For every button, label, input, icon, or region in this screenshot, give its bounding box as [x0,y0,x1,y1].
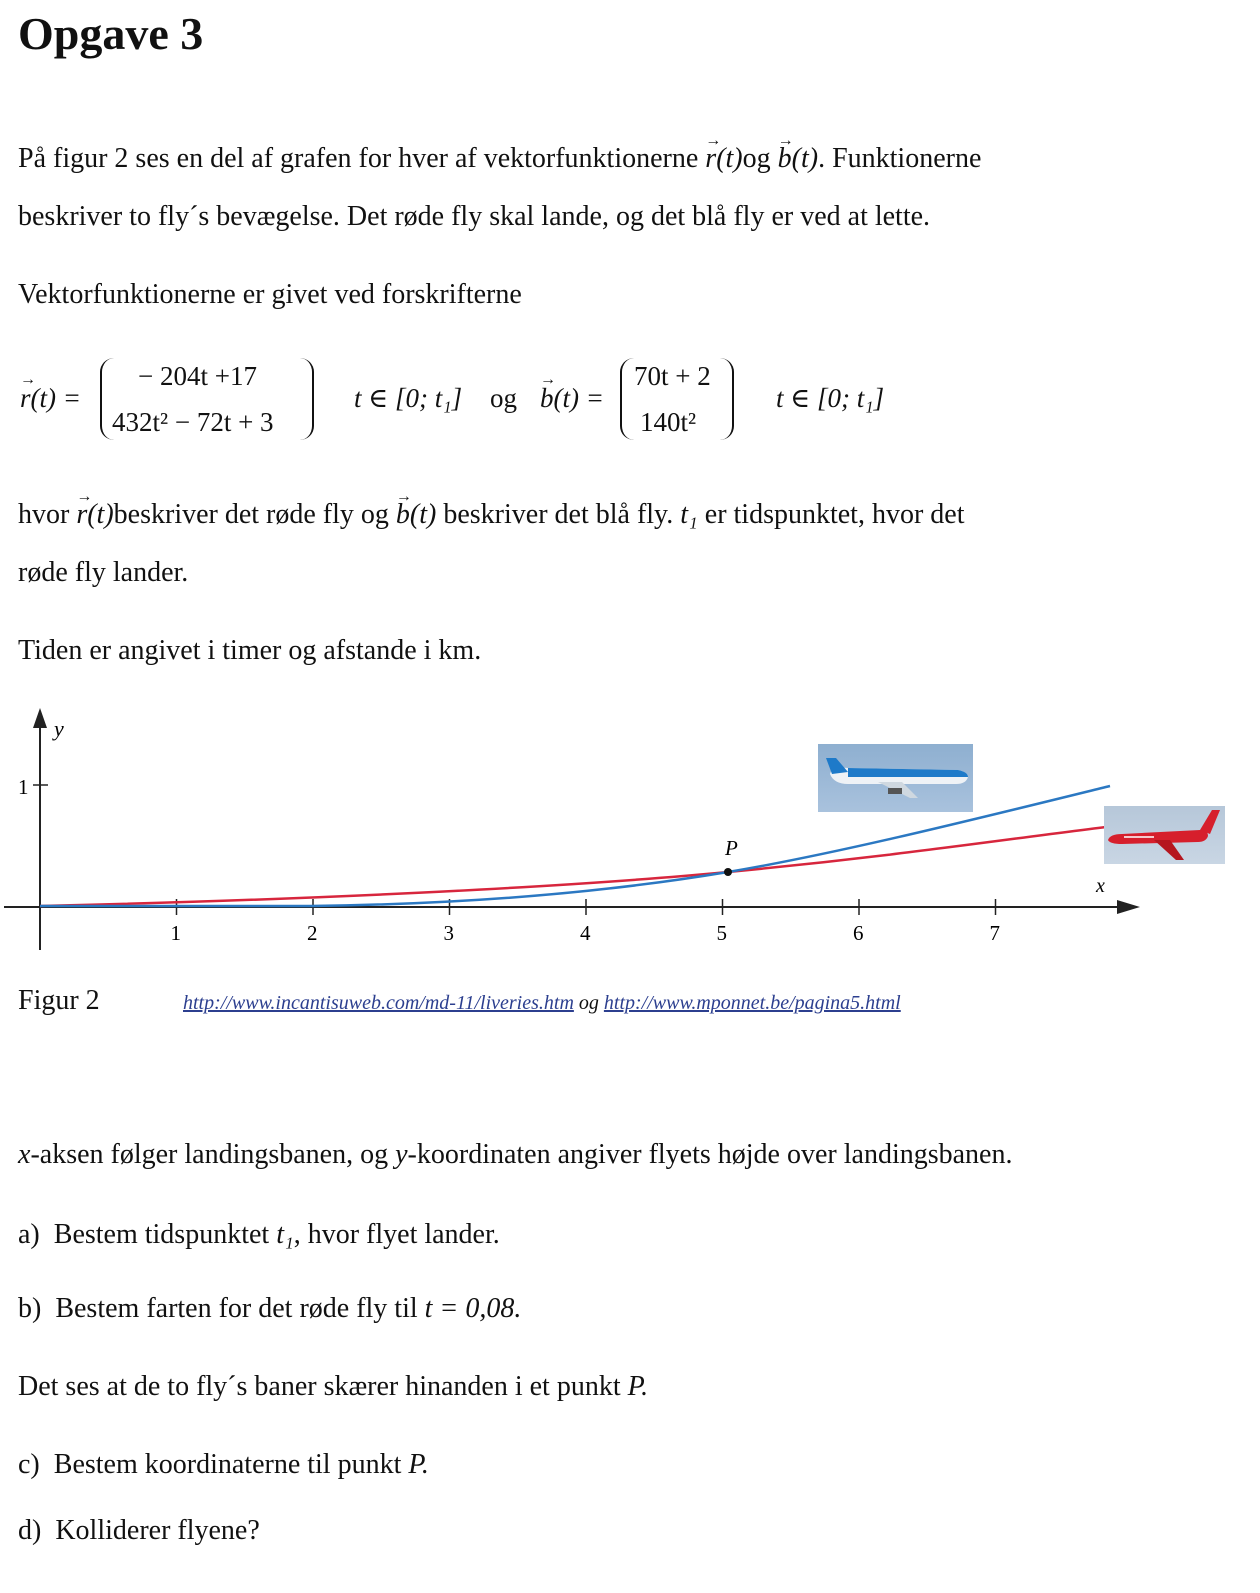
point-p [724,868,732,876]
desc-mid-1: beskriver det røde fly og [113,499,389,530]
r-lhs [20,382,81,414]
intro-og: og [742,143,771,174]
figure-2 [0,700,1260,970]
source-og: og [578,992,599,1014]
x-tick-label: 1 [170,921,181,945]
desc-vector-b: → b [396,498,410,532]
question-b-eq: t = 0,08. [424,1293,522,1324]
question-a-t1: t₁ [276,1219,294,1250]
x-tick-label: 4 [580,921,591,945]
question-b-text: Bestem farten for det røde fly til [55,1293,418,1324]
question-d-label: d) [18,1515,42,1546]
x-tick-label: 2 [307,921,318,945]
blue-plane-photo [818,744,973,812]
figure-source [183,992,901,1015]
figure-caption: Figur 2 [18,985,100,1016]
x-axis-label: x [1096,875,1105,897]
y-axis-label: y [54,716,64,741]
point-p-label: P [725,836,738,860]
b-row-2: 140t² [640,407,697,437]
desc-mid-2: beskriver det blå fly. [443,499,674,530]
x-tick-label: 3 [443,921,454,945]
intro-text-end: . Funktionerne [818,143,982,174]
source-link-2[interactable]: http://www.mponnet.be/pagina5.html [603,992,901,1014]
desc-t1: t₁ [680,499,698,530]
r-lhs-arg: (t) = [30,383,81,413]
question-c [18,1448,429,1482]
b-right-paren [718,358,734,440]
desc-line-1 [18,498,965,532]
r-row-1: − 204t +17 [138,361,257,391]
axis-note-y: y [395,1139,408,1170]
question-a-text: Bestem tidspunktet [53,1219,270,1250]
question-c-label: c) [18,1449,40,1480]
r-domain: t ∈ [0; t₁] [354,383,463,413]
question-b-label: b) [18,1293,42,1324]
blue-plane-icon [818,744,973,812]
given-text: Vektorfunktionerne er givet ved forskrifterne [18,279,522,310]
r-right-paren [298,358,314,440]
b-lhs-arg: (t) = [553,383,604,413]
x-tick-label: 6 [853,921,864,945]
vector-r: → r [705,142,716,176]
units-text: Tiden er angivet i timer og afstande i km. [18,635,482,666]
x-axis-arrow [1117,900,1140,914]
axis-note-x: x [18,1139,31,1170]
red-plane-icon [1104,806,1225,864]
desc-line-2: røde fly lander. [18,557,189,588]
question-c-text: Bestem koordinaterne til punkt [53,1449,402,1480]
desc-hvor: hvor [18,499,70,530]
intro-text: På figur 2 ses en del af grafen for hver af vektorfunktionerne [18,143,699,174]
b-domain: t ∈ [0; t₁] [776,383,885,413]
desc-vector-r: → r [76,498,87,532]
y-tick-label: 1 [18,775,29,799]
vector-b-lhs: → b [540,382,554,414]
desc-r-arg: (t) [87,499,114,530]
source-link-1[interactable]: http://www.incantisuweb.com/md-11/liveries.htm [183,992,574,1014]
question-a-end: , hvor flyet lander. [293,1219,500,1250]
b-row-1: 70t + 2 [634,361,711,391]
figure-svg [0,700,1260,970]
r-row-2: 432t² − 72t + 3 [112,407,274,437]
desc-end: er tidspunktet, hvor det [704,499,965,530]
axis-note-mid: -aksen følger landingsbanen, og [30,1139,389,1170]
x-tick-label: 7 [989,921,1000,945]
page-title: Opgave 3 [18,8,204,59]
intersection-statement [18,1370,648,1404]
question-b [18,1292,521,1326]
x-tick-label: 5 [716,921,727,945]
intro-line-2: beskriver to fly´s bevægelse. Det røde fly skal lande, og det blå fly er ved at lette. [18,201,931,232]
axis-note [18,1138,1012,1172]
vector-b-arg: (t) [791,143,819,174]
statement-p: P. [627,1371,649,1402]
b-lhs [540,382,604,414]
question-a-label: a) [18,1219,40,1250]
formula-og: og [490,383,517,413]
intro-line-1 [18,142,981,176]
red-plane-photo [1104,806,1225,864]
vector-b: → b [778,142,792,176]
question-a [18,1218,500,1252]
desc-b-arg: (t) [409,499,437,530]
question-c-p: P. [408,1449,429,1480]
vector-r-arg: (t) [716,143,743,174]
statement-text: Det ses at de to fly´s baner skærer hinanden i et punkt [18,1371,621,1402]
question-d [18,1514,260,1548]
vector-r-lhs: → r [20,382,31,414]
red-plane-curve [40,827,1106,906]
question-d-text: Kolliderer flyene? [55,1515,260,1546]
axis-note-end: -koordinaten angiver flyets højde over landingsbanen. [407,1139,1013,1170]
y-axis-arrow [33,708,47,728]
